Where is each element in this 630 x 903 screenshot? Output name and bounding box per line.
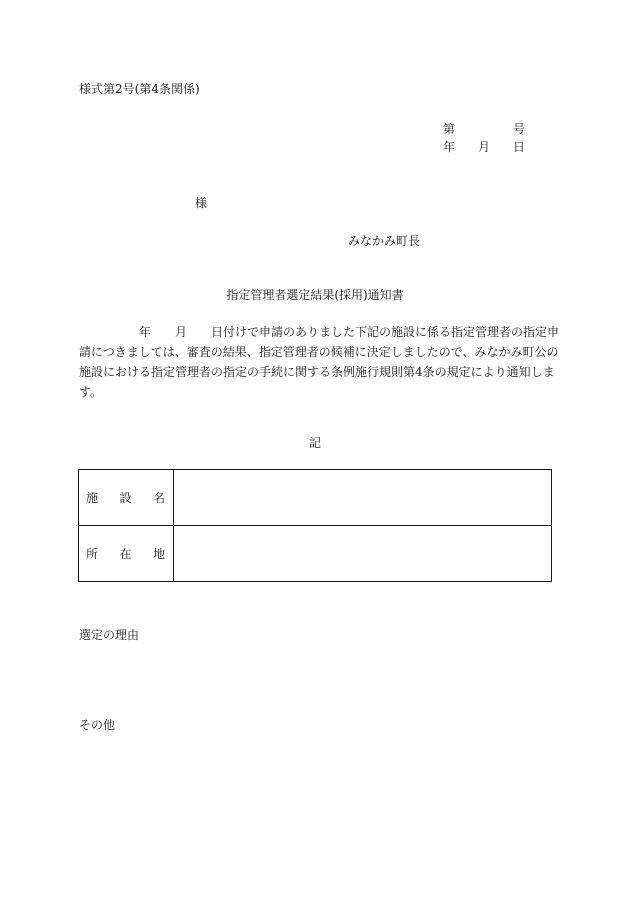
body-paragraph — [79, 322, 560, 402]
sender-name: みなかみ町長 — [348, 234, 421, 248]
table-row — [79, 526, 552, 582]
other-label: その他 — [79, 718, 116, 732]
label-char: 施 — [86, 491, 99, 505]
date-month: 月 — [478, 140, 491, 154]
table-row — [79, 470, 552, 526]
form-label: 様式第2号(第4条関係) — [79, 82, 200, 96]
document-title: 指定管理者選定結果(採用)通知書 — [226, 288, 404, 302]
body-line: 施設における指定管理者の指定の手続に関する条例施行規則第4条の規定により通知しま — [79, 365, 555, 379]
label-char: 在 — [119, 547, 132, 561]
facility-name-value — [174, 470, 552, 526]
body-line: 年 月 日付けで申請のありました下記の施設に係る指定管理者の指定申 — [79, 325, 560, 339]
reason-label: 選定の理由 — [79, 628, 140, 642]
facility-name-label — [79, 470, 174, 526]
label-char: 所 — [86, 547, 99, 561]
date-day: 日 — [513, 140, 526, 154]
location-label — [79, 526, 174, 582]
number-suffix: 号 — [513, 122, 526, 136]
location-value — [174, 526, 552, 582]
label-char: 名 — [152, 491, 165, 505]
ki-heading: 記 — [308, 436, 321, 450]
addressee-suffix: 様 — [195, 196, 208, 210]
facility-table — [78, 469, 552, 582]
label-char: 設 — [119, 491, 132, 505]
date-year: 年 — [443, 140, 456, 154]
number-prefix: 第 — [443, 122, 456, 136]
body-line: す。 — [79, 385, 103, 399]
label-char: 地 — [152, 547, 165, 561]
body-line: 請につきましては、審査の結果、指定管理者の候補に決定しましたので、みなかみ町公の — [79, 345, 559, 359]
